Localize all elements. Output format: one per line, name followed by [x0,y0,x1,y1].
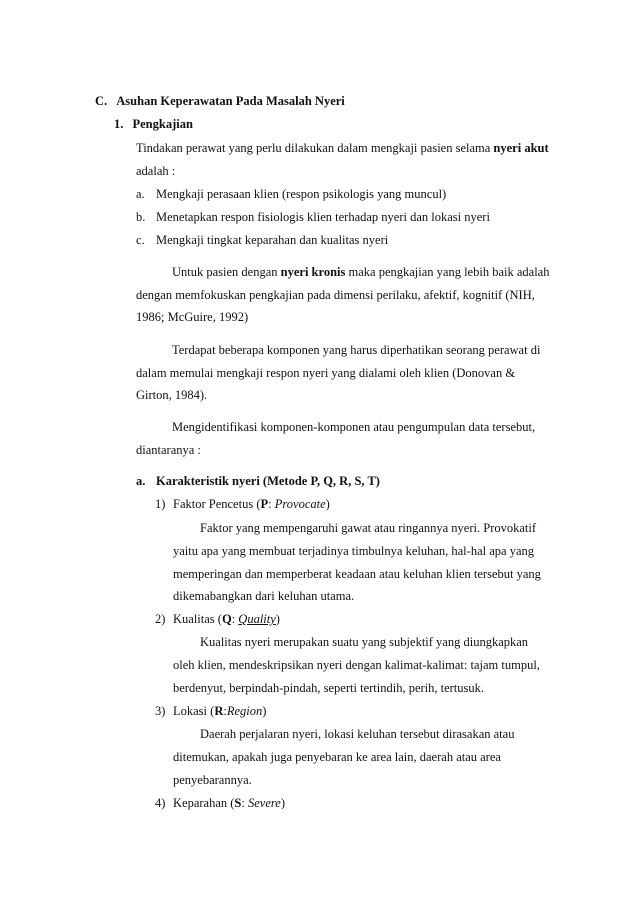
item-number: 4) [155,796,166,810]
list-text: Menetapkan respon fisiologis klien terhadap nyeri dan lokasi nyeri [156,210,490,224]
list-marker: a. [136,187,145,201]
karakteristik-marker: a. [136,474,146,488]
item-r-line-1: Daerah perjalaran nyeri, lokasi keluhan tersebut dirasakan atau [200,727,515,741]
list-item [136,209,490,225]
subsection-heading [114,116,193,132]
item-code: Q [221,612,232,626]
kronis-pre: Untuk pasien dengan [172,265,278,279]
item-term: Quality [238,612,276,626]
subsection-number: 1. [114,117,124,131]
item-close: ) [275,612,280,626]
item-term: Severe [247,796,281,810]
item-number: 1) [155,497,166,511]
item-q-line-1: Kualitas nyeri merupakan suatu yang subjektif yang diungkapkan [200,635,529,649]
list-text: Mengkaji perasaan klien (respon psikologis yang muncul) [156,187,447,201]
item-sep: : [241,796,245,810]
item-s-heading [155,795,285,811]
item-r-heading [155,703,266,719]
item-sep: : [223,704,227,718]
item-p-heading [155,496,330,512]
paragraph-kronis-line-3: 1986; McGuire, 1992) [136,310,249,324]
item-r-line-2: ditemukan, apakah juga penyebaran ke area lain, daerah atau area [173,750,501,764]
item-sep: : [268,497,272,511]
item-label: Faktor Pencetus ( [173,497,261,511]
list-text: Mengkaji tingkat keparahan dan kualitas nyeri [156,233,389,247]
item-number: 3) [155,704,166,718]
list-item [136,186,446,202]
paragraph-kronis-line-1 [172,264,549,280]
intro-bold-term: nyeri akut [493,141,549,155]
item-q-heading [155,611,280,627]
paragraph-identifikasi-line-2: diantaranya : [136,443,201,457]
subsection-title: Pengkajian [132,117,193,131]
kronis-bold-term: nyeri kronis [280,265,346,279]
item-label: Keparahan ( [173,796,235,810]
item-p-line-4: dikemabangkan dari keluhan utama. [173,589,355,603]
item-term: Provocate [274,497,326,511]
item-label: Lokasi ( [173,704,215,718]
list-item [136,232,388,248]
paragraph-komponen-line-1: Terdapat beberapa komponen yang harus diperhatikan seorang perawat di [172,343,541,357]
item-p-line-1: Faktor yang mempengaruhi gawat atau ringannya nyeri. Provokatif [200,521,537,535]
item-q-line-2: oleh klien, mendeskripsikan nyeri dengan kalimat-kalimat: tajam tumpul, [173,658,540,672]
paragraph-kronis-line-2: dengan memfokuskan pengkajian pada dimensi perilaku, afektif, kognitif (NIH, [136,288,535,302]
intro-text: Tindakan perawat yang perlu dilakukan dalam mengkaji pasien selama [136,141,491,155]
item-label: Kualitas ( [173,612,222,626]
intro-line-2: adalah : [136,164,176,178]
item-q-line-3: berdenyut, berpindah-pindah, seperti tertindih, perih, tertusuk. [173,681,485,695]
item-code: S [234,796,242,810]
karakteristik-title: Karakteristik nyeri (Metode P, Q, R, S, T) [156,474,380,488]
item-close: ) [280,796,285,810]
karakteristik-heading [136,473,380,489]
item-number: 2) [155,612,166,626]
item-r-line-3: penyebarannya. [173,773,252,787]
item-p-line-2: yaitu apa yang membuat terjadinya timbulnya keluhan, hal-hal apa yang [173,544,534,558]
paragraph-identifikasi-line-1: Mengidentifikasi komponen-komponen atau pengumpulan data tersebut, [172,420,536,434]
intro-line [136,140,549,156]
item-p-line-3: memperingan dan memperberat keadaan atau keluhan klien tersebut yang [173,567,541,581]
item-sep: : [231,612,236,626]
paragraph-komponen-line-3: Girton, 1984). [136,388,208,402]
paragraph-komponen-line-2: dalam memulai mengkaji respon nyeri yang dialami oleh klien (Donovan & [136,366,516,380]
item-term: Region [226,704,263,718]
item-code: P [260,497,269,511]
item-close: ) [262,704,267,718]
item-code: R [214,704,224,718]
section-c-heading [95,93,345,109]
kronis-post: maka pengkajian yang lebih baik adalah [348,265,550,279]
list-marker: c. [136,233,145,247]
section-title: Asuhan Keperawatan Pada Masalah Nyeri [116,94,345,108]
item-close: ) [325,497,330,511]
section-letter: C. [95,94,108,108]
list-marker: b. [136,210,146,224]
